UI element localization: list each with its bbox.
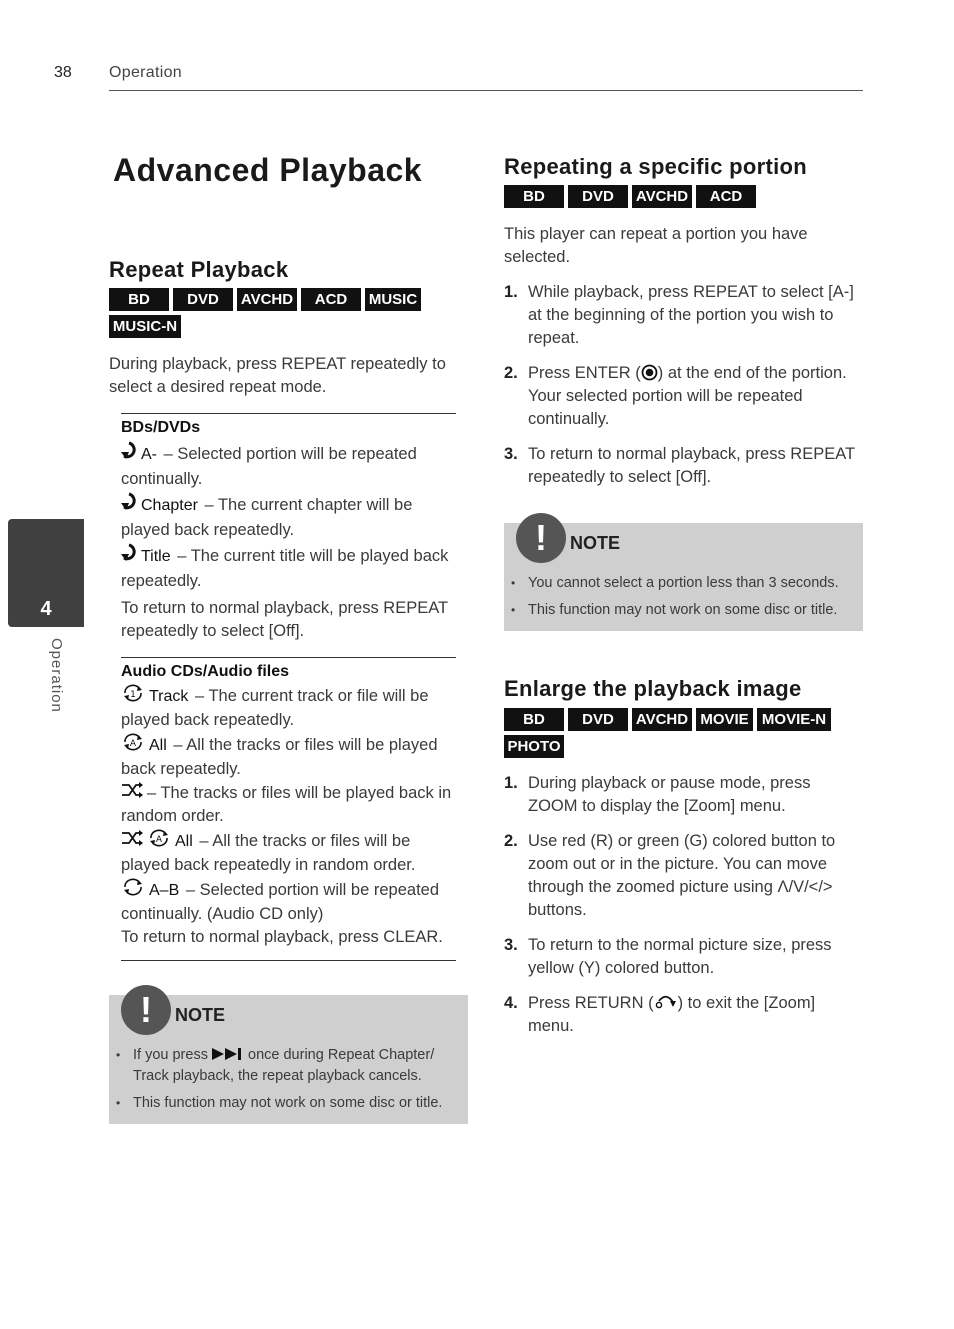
repeat-track-icon xyxy=(121,684,145,709)
bd-dvd-return-text: To return to normal playback, press REPEAT repeatedly to select [Off]. xyxy=(121,599,448,640)
badge-music-n: MUSIC-N xyxy=(109,315,181,338)
svg-text:1: 1 xyxy=(130,690,136,700)
repeat-icon xyxy=(121,543,137,570)
note-list xyxy=(114,1045,464,1120)
badge-avchd: AVCHD xyxy=(632,708,692,731)
shuffle-icon xyxy=(121,782,143,805)
audio-return-text: To return to normal playback, press CLEAR. xyxy=(121,928,443,946)
repeat-portion-badges xyxy=(504,185,864,208)
divider xyxy=(121,413,456,414)
page-number: 38 xyxy=(54,64,72,81)
note-label: NOTE xyxy=(175,1005,226,1025)
step-item: 1. While playback, press REPEAT to select [A-] at the beginning of the portion you wish to repeat. xyxy=(504,283,854,347)
chapter-label: Operation xyxy=(48,638,65,713)
step-item: 3. To return to the normal picture size, press yellow (Y) colored button. xyxy=(504,936,832,977)
option-all-repeat: A All – All the tracks or files will be played back repeatedly. xyxy=(121,733,456,781)
repeat-icon xyxy=(121,492,137,519)
repeat-portion-heading: Repeating a specific portion xyxy=(504,154,808,179)
chapter-number: 4 xyxy=(40,598,52,620)
badge-dvd: DVD xyxy=(173,288,233,311)
repeat-portion-steps xyxy=(504,281,862,501)
repeat-all-icon xyxy=(121,733,145,758)
step-item: 2. Press ENTER ( ) at the end of the portion. Your selected portion will be repeated continually. xyxy=(504,364,847,428)
option-random-all: A All – All the tracks or files will be played back repeatedly in random order. xyxy=(121,829,456,877)
repeat-all-icon xyxy=(147,829,171,854)
return-icon xyxy=(654,994,678,1012)
note-item: • This function may not work on some disc or title. xyxy=(114,1093,464,1114)
running-header: Operation xyxy=(109,64,182,81)
badge-music: MUSIC xyxy=(365,288,421,311)
option-track-repeat: 1 Track – The current track or file will be played back repeatedly. xyxy=(121,684,456,732)
badge-dvd: DVD xyxy=(568,708,628,731)
shuffle-icon xyxy=(121,830,143,853)
divider xyxy=(121,657,456,658)
note-item: • You cannot select a portion less than 3 seconds. xyxy=(509,573,861,594)
repeat-icon xyxy=(121,441,137,468)
option-chapter-repeat: Chapter – The current chapter will be played back repeatedly. xyxy=(121,492,456,542)
note-item: • If you press once during Repeat Chapter/ Track playback, the repeat playback cancels. xyxy=(114,1045,464,1087)
svg-text:A: A xyxy=(155,835,163,846)
note-list xyxy=(509,573,861,627)
chapter-tab xyxy=(8,519,84,627)
audio-options xyxy=(121,684,456,927)
repeat-ab-icon xyxy=(121,878,145,903)
enlarge-steps xyxy=(504,772,862,1050)
repeat-playback-badges xyxy=(109,288,429,338)
exclamation-icon: ! xyxy=(516,513,566,563)
repeat-playback-heading: Repeat Playback xyxy=(109,257,289,282)
badge-dvd: DVD xyxy=(568,185,628,208)
badge-bd: BD xyxy=(109,288,169,311)
repeat-portion-intro: This player can repeat a portion you have selected. xyxy=(504,225,808,266)
audio-heading: Audio CDs/Audio files xyxy=(121,663,289,680)
divider xyxy=(121,960,456,961)
note-box xyxy=(109,989,468,1124)
note-label: NOTE xyxy=(570,533,621,553)
option-ab-repeat: A–B – Selected portion will be repeated continually. (Audio CD only) xyxy=(121,878,456,926)
exclamation-icon: ! xyxy=(121,985,171,1035)
badge-movie-n: MOVIE-N xyxy=(757,708,831,731)
badge-acd: ACD xyxy=(301,288,361,311)
badge-bd: BD xyxy=(504,708,564,731)
repeat-playback-intro: During playback, press REPEAT repeatedly to select a desired repeat mode. xyxy=(109,355,446,396)
header-rule xyxy=(109,90,863,91)
bd-dvd-heading: BDs/DVDs xyxy=(121,419,201,436)
badge-photo: PHOTO xyxy=(504,735,564,758)
page-title: Advanced Playback xyxy=(113,152,423,188)
enlarge-badges xyxy=(504,708,864,758)
badge-acd: ACD xyxy=(696,185,756,208)
badge-movie: MOVIE xyxy=(696,708,753,731)
option-a-repeat: A- – Selected portion will be repeated continually. xyxy=(121,441,456,491)
enlarge-heading: Enlarge the playback image xyxy=(504,676,802,701)
option-title-repeat: Title – The current title will be played back repeatedly. xyxy=(121,543,456,593)
badge-bd: BD xyxy=(504,185,564,208)
badge-avchd: AVCHD xyxy=(237,288,297,311)
svg-text:A: A xyxy=(129,739,137,749)
enter-icon xyxy=(641,364,658,382)
note-item: • This function may not work on some disc or title. xyxy=(509,600,861,621)
step-item: 1. During playback or pause mode, press ZOOM to display the [Zoom] menu. xyxy=(504,774,811,815)
step-item: 4. Press RETURN ( ) to exit the [Zoom] menu. xyxy=(504,994,816,1035)
bd-dvd-options xyxy=(121,441,456,594)
badge-avchd: AVCHD xyxy=(632,185,692,208)
note-box xyxy=(504,517,863,631)
option-random: – The tracks or files will be played back in random order. xyxy=(121,784,452,826)
skip-next-icon xyxy=(212,1047,244,1063)
step-item: 2. Use red (R) or green (G) colored button to zoom out or in the picture. You can move through the zoomed picture using Λ/V/</> buttons. xyxy=(504,832,836,919)
step-item: 3. To return to normal playback, press REPEAT repeatedly to select [Off]. xyxy=(504,445,855,486)
